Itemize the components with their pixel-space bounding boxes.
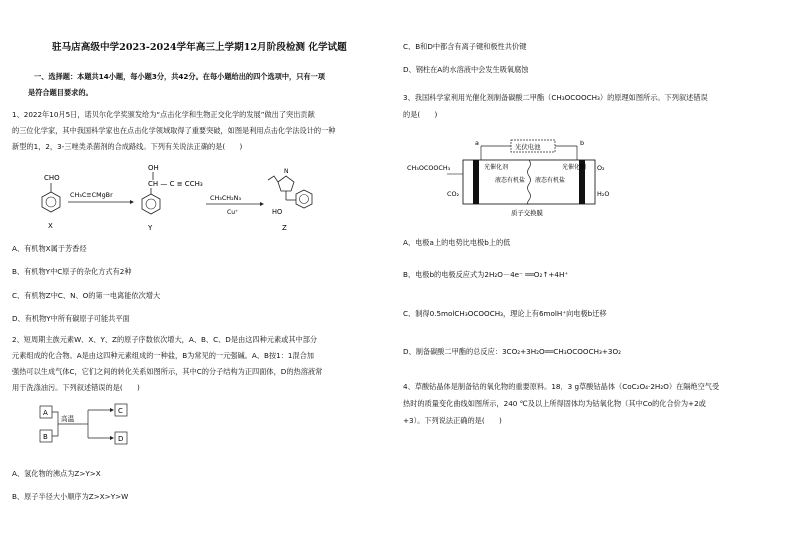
q4-line2: 热时的质量变化曲线如图所示，240 ℃及以上所得固体均为钴氧化物（其中Co的化合价为+2或 — [403, 399, 706, 408]
liquid-left-label: 液态有机盐 — [495, 177, 526, 184]
condition-label: 高温 — [61, 415, 75, 423]
z-benzene-ring — [296, 190, 312, 208]
q1-reaction-scheme — [30, 160, 320, 236]
y-compound-label: Y — [148, 224, 153, 232]
q2-conversion-diagram — [38, 400, 138, 448]
photovoltaic-label: 光伏电池 — [515, 143, 541, 151]
left-catalyst-label: 光催化剂 — [484, 164, 509, 171]
x-cho-label: CHO — [44, 174, 60, 182]
q3-electrochemical-cell — [407, 136, 610, 228]
q1-line1: 1、2022年10月5日，诺贝尔化学奖颁发给为“点击化学和生物正交化学的发展”做出了突出贡献 — [12, 110, 315, 119]
q3-option-c: C、制得0.5molCH₃OCOOCH₃，理论上有6molH⁺向电极b迁移 — [403, 309, 607, 318]
y-benzene-ring — [142, 194, 160, 214]
q3-line2: 的是( ) — [403, 110, 438, 119]
y-oh-label: OH — [148, 164, 159, 172]
q2-line3: 强热可以生成气体C，它们之间的转化关系如图所示，其中C的分子结构为正四面体，D的热溶液常 — [12, 367, 323, 376]
q2-line1: 2、短周期主族元素W、X、Y、Z的原子序数依次增大，A、B、C、D是由这四种元素或其中部分 — [12, 335, 318, 344]
z-triazole-ring — [278, 176, 294, 191]
section-intro-line1: 一、选择题：本题共14小题，每小题3分，共42分。在每小题给出的四个选项中，只有一项 — [34, 72, 325, 81]
electrode-a — [473, 160, 479, 204]
q4-line3: +3）。下列说法正确的是( ) — [403, 416, 502, 425]
reagent2-label: CH₃CH₂N₃ — [210, 194, 242, 202]
q2-option-d: D、钢柱在A的水溶液中会发生吸氧腐蚀 — [403, 65, 529, 74]
q1-option-a: A、有机物X属于芳香烃 — [12, 244, 87, 253]
z-ho-label: HO — [272, 208, 283, 216]
q2-line2: 元素组成的化合物。A是由这四种元素组成的一种盐，B为常见的一元强碱。A、B按1：1混合加 — [12, 351, 314, 360]
box-c-label: C — [118, 407, 123, 415]
q3-line1: 3、我国科学家利用光催化剂制备碳酸二甲酯（CH₃OCOOCH₃）的原理如图所示。下列叙述错误 — [403, 93, 708, 102]
q1-option-b: B、有机物Y中C原子的杂化方式有2种 — [12, 267, 132, 276]
q1-option-c: C、有机物Z中C、N、O的第一电离能依次增大 — [12, 291, 161, 300]
y-chain-label: CH — C ≡ CCH₃ — [148, 180, 203, 188]
membrane-label: 质子交换膜 — [511, 209, 543, 217]
left-reactant-label: CO₂ — [447, 190, 460, 198]
section-intro-line2: 是符合题目要求的。 — [28, 88, 93, 97]
reagent1-label: CH₃C≡CMgBr — [70, 191, 113, 199]
x-compound-label: X — [48, 222, 53, 230]
right-product-label: O₂ — [597, 164, 605, 172]
z-compound-label: Z — [282, 224, 287, 232]
q2-option-b: B、原子半径大小顺序为Z>X>Y>W — [12, 492, 129, 501]
q1-option-d: D、有机物Y中所有碳原子可能共平面 — [12, 314, 130, 323]
q3-option-a: A、电极a上的电势比电极b上的低 — [403, 238, 511, 247]
q4-line1: 4、草酸钴晶体是制备钴的氧化物的重要原料。18．3 g草酸钴晶体（CoC₂O₄·2H₂O）在隔绝空气受 — [403, 382, 720, 391]
q2-option-c: C、B和D中都含有离子键和极性共价键 — [403, 42, 527, 51]
liquid-right-label: 液态有机盐 — [535, 177, 566, 184]
catalyst-label: Cu⁺ — [227, 209, 239, 216]
q1-line2: 的三位化学家，其中我国科学家也在点击化学领域取得了重要突破，如图是利用点击化学法设计的一种 — [12, 126, 336, 135]
page-title: 驻马店高级中学2023-2024学年高三上学期12月阶段检测 化学试题 — [52, 42, 347, 53]
q3-option-d: D、制备碳酸二甲酯的总反应：3CO₂+3H₂O══CH₃OCOOCH₃+3O₂ — [403, 347, 622, 356]
right-reactant-label: H₂O — [597, 190, 610, 198]
q2-line4: 用于洗涤油污。下列叙述错误的是( ) — [12, 383, 140, 392]
q2-option-a: A、氢化物的沸点为Z>Y>X — [12, 469, 101, 478]
right-catalyst-label: 光催化剂 — [562, 164, 587, 171]
left-product-label: CH₃OCOOCH₃ — [407, 164, 451, 172]
q1-line3: 新型的1，2，3-三唑类杀菌剂的合成路线。下列有关说法正确的是( ) — [12, 142, 243, 151]
electrode-b-label: b — [580, 139, 585, 147]
x-benzene-ring — [42, 192, 60, 212]
box-a-label: A — [43, 409, 48, 417]
q3-option-b: B、电极b的电极反应式为2H₂O－4e⁻ ══O₂↑+4H⁺ — [403, 270, 569, 279]
proton-exchange-membrane — [528, 160, 531, 204]
electrode-a-label: a — [475, 139, 479, 147]
z-n-label: N — [284, 168, 289, 175]
box-b-label: B — [43, 433, 48, 441]
box-d-label: D — [118, 435, 124, 443]
